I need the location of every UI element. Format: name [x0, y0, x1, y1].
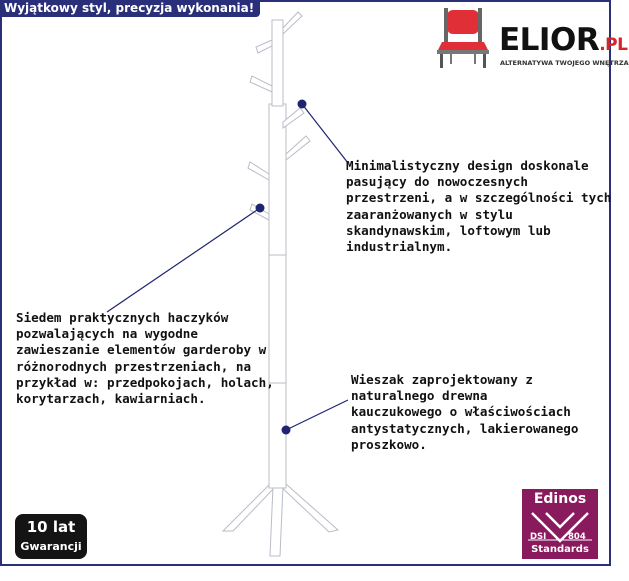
edinos-certificate	[522, 489, 598, 559]
certificate-dsi: DSI	[530, 532, 547, 542]
certificate-standards: Standards	[531, 544, 589, 555]
certificate-number: 804	[568, 532, 586, 542]
brand-name: ELIOR.PL	[499, 22, 628, 58]
warranty-badge	[15, 514, 87, 559]
marker-design	[298, 100, 307, 109]
callout-hooks: Siedem praktycznych haczyków pozwalających na wygodne zawieszanie elementów garderoby w różnorodnych przestrzeniach, na przykład w: przedpokojach, holach, korytarzach, kawiarniach.	[16, 310, 274, 407]
callout-design: Minimalistyczny design doskonale pasujący do nowoczesnych przestrzeni, a w szczególności tych zaaranżowanych w stylu skandynawskim, loftowym lub industrialnym.	[346, 158, 612, 255]
warranty-years: 10 lat	[26, 518, 76, 536]
marker-material	[282, 426, 291, 435]
callout-material: Wieszak zaprojektowany z naturalnego drewna kauczukowego o właściwościach antystatycznych, lakierowanego proszkowo.	[351, 372, 579, 452]
warranty-label: Gwarancji	[20, 540, 82, 553]
promo-banner: Wyjątkowy styl, precyzja wykonania!	[0, 0, 260, 17]
certificate-title: Edinos	[533, 491, 587, 507]
marker-hooks	[256, 204, 265, 213]
brand-tagline: ALTERNATYWA TWOJEGO WNĘTRZA	[500, 59, 629, 67]
